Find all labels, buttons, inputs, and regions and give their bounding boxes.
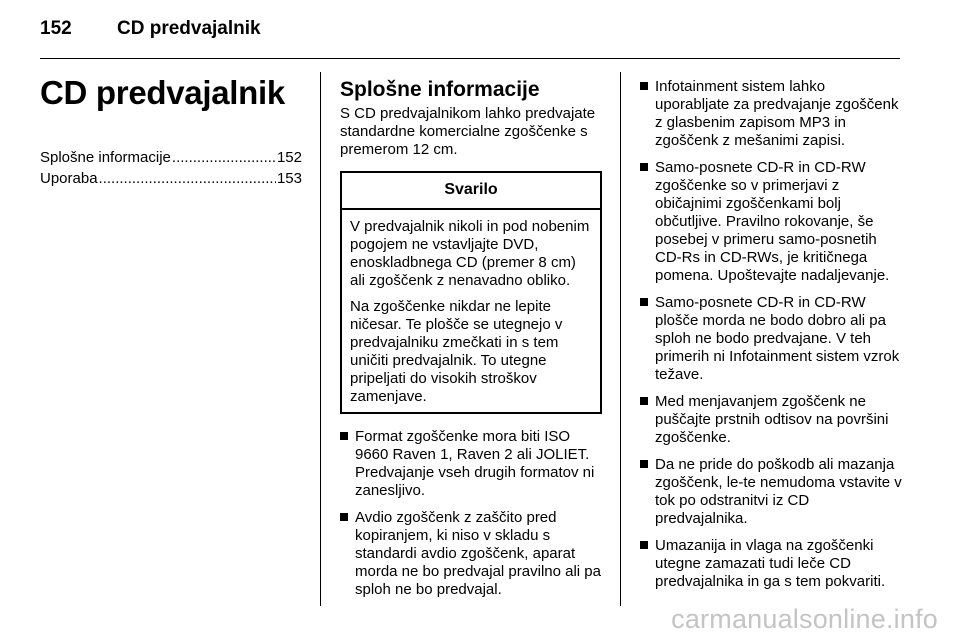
- toc-leader: [172, 147, 276, 168]
- list-item: [340, 428, 602, 500]
- toc-entry[interactable]: [40, 168, 302, 189]
- toc-page: 153: [276, 170, 302, 187]
- bullet-list: [340, 428, 602, 599]
- bullet-square-icon: [340, 513, 348, 521]
- warning-paragraph: V predvajalnik nikoli in pod nobenim pogojem ne vstavljajte DVD, enoskladbnega CD (premer 8 cm) ali zgoščenk z nenavadno obliko.: [350, 218, 590, 289]
- list-item: [640, 159, 902, 285]
- bullet-square-icon: [640, 298, 648, 306]
- toc-label: Uporaba: [40, 170, 98, 187]
- section-title: Splošne informacije: [340, 78, 540, 101]
- toc-page: 152: [276, 149, 302, 166]
- warning-box: [340, 171, 602, 414]
- bullet-square-icon: [640, 397, 648, 405]
- toc-entry[interactable]: [40, 147, 302, 168]
- toc-label: Splošne informacije: [40, 149, 171, 166]
- warning-paragraph: Na zgoščenke nikdar ne lepite ničesar. Te plošče se utegnejo v predvajalniku zmečkati in s tem uničiti predvajalnik. To utegne pripeljati do visokih stroškov zamenjave.: [350, 298, 563, 405]
- table-of-contents: [40, 147, 302, 189]
- list-item-text: Samo-posnete CD-R in CD-RW plošče morda ne bodo dobro ali pa sploh ne bodo predvajane. V teh primerih ni Infotainment sistem vzrok težave.: [655, 294, 900, 383]
- bullet-square-icon: [640, 82, 648, 90]
- list-item-text: Infotainment sistem lahko uporabljate za predvajanje zgoščenk z glasbenim zapisom MP3 in zgoščenk z mešanimi zapisi.: [655, 78, 899, 149]
- list-item-text: Med menjavanjem zgoščenk ne puščajte prstnih odtisov na površini zgoščenke.: [655, 393, 889, 446]
- toc-leader: [99, 168, 276, 189]
- list-item: [640, 78, 902, 150]
- page-number: 152: [40, 18, 72, 39]
- section-intro: S CD predvajalnikom lahko predvajate standardne komercialne zgoščenke s premerom 12 cm.: [340, 105, 596, 158]
- bullet-square-icon: [640, 541, 648, 549]
- list-item: [640, 294, 902, 384]
- list-item: [640, 393, 902, 447]
- list-item: [640, 456, 902, 528]
- left-column: [40, 72, 302, 189]
- list-item-text: Samo-posnete CD-R in CD-RW zgoščenke so v primerjavi z običajnimi zgoščenkami bolj občutljive. Pravilno rokovanje, še posebej v primeru samo-posnetih CD-Rs in CD-RWs, je kritičnega pomena. Upoštevajte nadaljevanje.: [655, 159, 890, 284]
- bullet-list: [640, 78, 902, 591]
- list-item-text: Avdio zgoščenk z zaščito pred kopiranjem, ki niso v skladu s standardi avdio zgoščenk, aparat morda ne bo predvajal pravilno ali pa sploh ne bo predvajal.: [355, 509, 601, 598]
- running-header-title: CD predvajalnik: [117, 18, 261, 39]
- column-divider-2: [620, 72, 621, 606]
- bullet-square-icon: [340, 432, 348, 440]
- list-item-text: Da ne pride do poškodb ali mazanja zgoščenk, le-te nemudoma vstavite v tok po odstranitvi iz CD predvajalnika.: [655, 456, 902, 527]
- bullet-square-icon: [640, 163, 648, 171]
- warning-heading: Svarilo: [342, 173, 600, 210]
- list-item-text: Format zgoščenke mora biti ISO 9660 Raven 1, Raven 2 ali JOLIET. Predvajanje vseh drugih formatov ni zanesljivo.: [355, 428, 595, 499]
- list-item-text: Umazanija in vlaga na zgoščenki utegne zamazati tudi leče CD predvajalnika in ga s tem pokvariti.: [655, 537, 886, 590]
- list-item: [340, 509, 602, 599]
- column-divider-1: [320, 72, 321, 606]
- watermark: carmanualsonline.info: [671, 604, 938, 634]
- header-rule: [40, 58, 900, 59]
- list-item: [640, 537, 902, 591]
- bullet-square-icon: [640, 460, 648, 468]
- middle-column: [340, 72, 602, 608]
- chapter-title: CD predvajalnik: [40, 74, 285, 111]
- right-column: [640, 72, 902, 600]
